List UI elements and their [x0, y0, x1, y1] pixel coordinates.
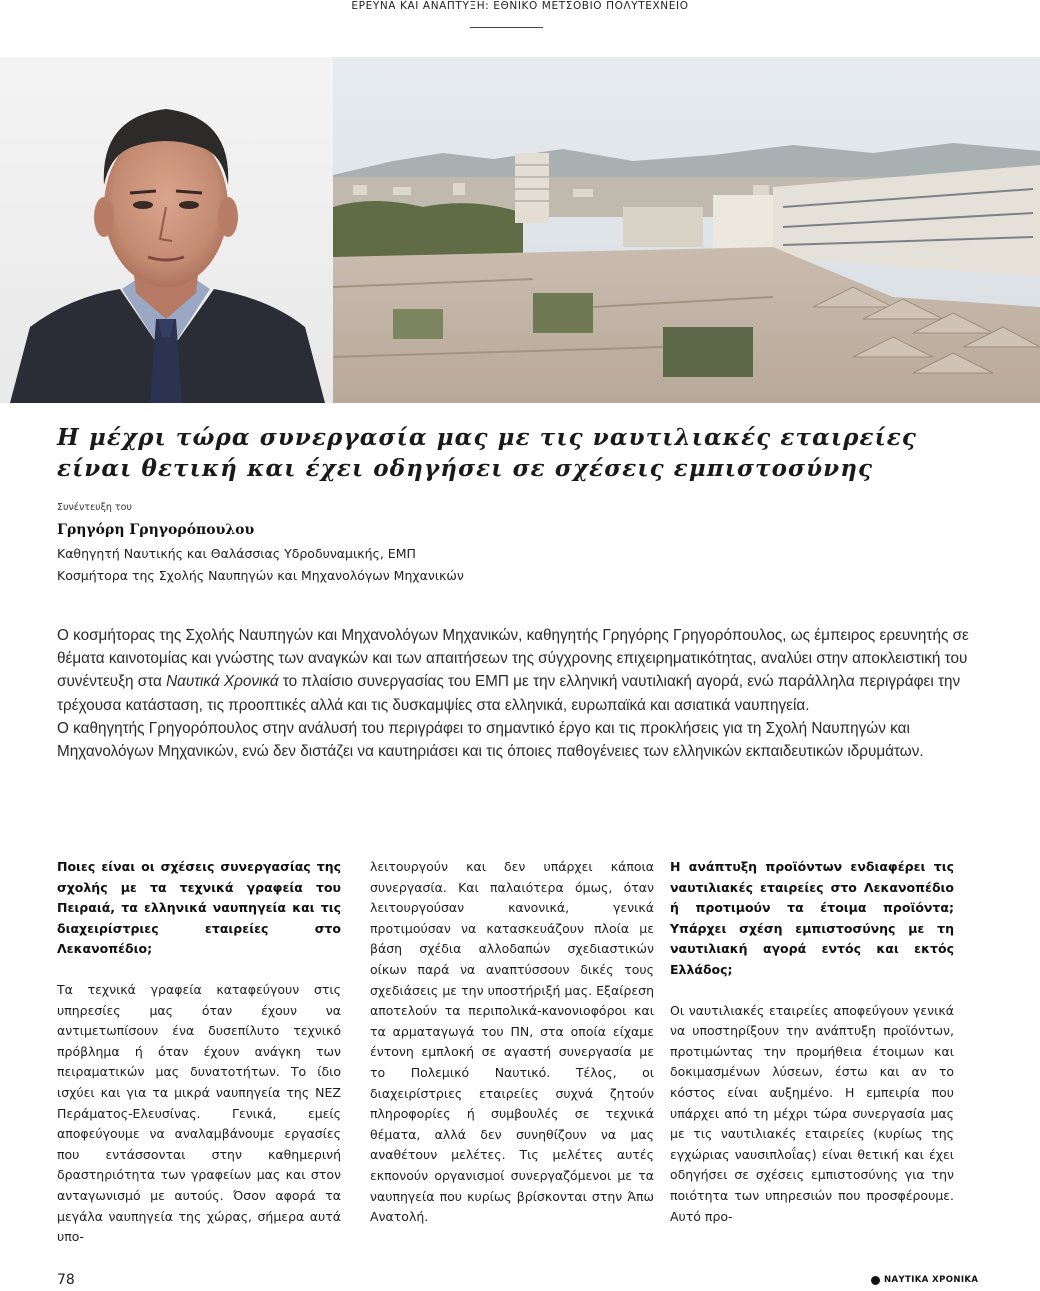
answer-1-part-2: λειτουργούν και δεν υπάρχει κάποια συνεργασία. Και παλαιότερα όμως, όταν λειτουργούσαν κανονικά, γενικά προτιμούσαν να κατασκευάζουν πλοία με βάση σχέδια αλλοδαπών σχεδιαστικών οίκων παρά να αναπτύσσουν δικές τους σχεδιάσεις με την υποστήριξή μας. Εξαίρεση αποτελούν τα περιπολικά-κανονιοφόροι και τα αρματαγωγά του ΠΝ, στα οποία είχαμε έντονη εμπλοκή σε αγαστή συνεργασία με το Πολεμικό Ναυτικό. Τέλος, οι διαχειρίστριες εταιρείες συχνά ζητούν πληροφορίες ή συμβουλές σε τεχνικά θέματα, αλλά δεν συνηθίζουν να μας αναθέτουν μελέτες. Τις μελέτες αυτές εκπονούν οργανισμοί συνεργαζόμενοι με τα ναυπηγεία που κυρίως βρίσκονται στην Άπω Ανατολή.	[370, 859, 654, 1225]
interviewee-name: Γρηγόρη Γρηγορόπουλου	[57, 522, 255, 538]
column-1	[57, 857, 341, 1248]
question-2: Η ανάπτυξη προϊόντων ενδιαφέρει τις ναυτιλιακές εταιρείες στο Λεκανοπέδιο ή προτιμούν τα έτοιμα προϊόντα; Υπάρχει σχέση εμπιστοσύνης με τη ναυτιλιακή αγορά εντός και εκτός Ελλάδος;	[670, 859, 954, 977]
magazine-name: Ναυτικά Χρονικά	[166, 673, 279, 691]
magazine-logo	[871, 1275, 978, 1285]
intro-paragraph-1	[57, 624, 987, 717]
headline-line-1: Η μέχρι τώρα συνεργασία μας με τις ναυτιλιακές εταιρείες	[57, 424, 917, 451]
campus-photo	[333, 57, 1040, 403]
headline-line-2: είναι θετική και έχει οδηγήσει σε σχέσεις εμπιστοσύνης	[57, 455, 874, 482]
portrait-photo	[0, 57, 333, 403]
article-headline	[57, 422, 997, 484]
logo-icon	[871, 1276, 880, 1285]
page-number: 78	[57, 1272, 75, 1288]
intro-paragraphs	[57, 624, 987, 763]
intro-text: το πλαίσιο συνεργασίας του ΕΜΠ με την ελληνική ναυτιλιακή αγορά, ενώ παράλληλα περιγράφει την τρέχουσα κατάσταση, τις προοπτικές αλλά και τις δυσκαμψίες στα ελληνικά, ευρωπαϊκά και ασιατικά ναυπηγεία.	[57, 673, 961, 714]
intro-paragraph-2: Ο καθηγητής Γρηγορόπουλος στην ανάλυσή του περιγράφει το σημαντικό έργο και τις προκλήσεις για τη Σχολή Ναυπηγών και Μηχανολόγων Μηχανικών, ενώ δεν διστάζει να καυτηριάσει και τις όποιες παθογένειες των ελληνικών εκπαιδευτικών ιδρυμάτων.	[57, 719, 924, 761]
question-1: Ποιες είναι οι σχέσεις συνεργασίας της σχολής με τα τεχνικά γραφεία του Πειραιά, τα ελληνικά ναυπηγεία και τις διαχειρίστριες εταιρείες στο Λεκανοπέδιο;	[57, 859, 341, 957]
interviewee-role-1: Καθηγητή Ναυτικής και Θαλάσσιας Υδροδυναμικής, ΕΜΠ	[57, 546, 416, 561]
intro-text: Ο κοσμήτορας της Σχολής Ναυπηγών και Μηχανολόγων Μηχανικών, καθηγητής Γρηγόρης Γρηγορόπουλος, ως έμπειρος ερευνητής σε θέματα καινοτομίας και γνώστης των αναγκών και των απαιτήσεων της σύγχρονης επιχειρηματικότητας, αναλύει στην αποκλειστική του συνέντευξη στα	[57, 627, 969, 691]
answer-1-part-1: Τα τεχνικά γραφεία καταφεύγουν στις υπηρεσίες μας όταν έχουν να αντιμετωπίσουν ένα δυσεπίλυτο τεχνικό πρόβλημα ή όταν έχουν ανάγκη των πειραματικών μας δυνατοτήτων. Το ίδιο ισχύει και για τα μικρά ναυπηγεία της ΝΕΖ Περάματος-Ελευσίνας. Γενικά, εμείς αποφεύγουμε να αναλαμβάνουμε εργασίες που εντάσσονται στην καθημερινή δραστηριότητα των γραφείων μας και στον ανταγωνισμό με αυτούς. Όσον αφορά τα μεγάλα ναυπηγεία της χώρας, σήμερα αυτά υπο-	[57, 981, 341, 1245]
byline-label: Συνέντευξη του	[57, 502, 132, 513]
logo-text: ΝΑΥΤΙΚΑ ΧΡΟΝΙΚΑ	[884, 1275, 979, 1285]
section-header: ΕΡΕΥΝΑ ΚΑΙ ΑΝΑΠΤΥΞΗ: ΕΘΝΙΚΟ ΜΕΤΣΟΒΙΟ ΠΟΛΥΤΕΧΝΕΙΟ	[351, 0, 689, 12]
header-divider	[470, 27, 543, 28]
column-2	[370, 857, 654, 1228]
answer-2: Οι ναυτιλιακές εταιρείες αποφεύγουν γενικά να υποστηρίξουν την ανάπτυξη προϊόντων, προτιμώντας την προμήθεια έτοιμων και δοκιμασμένων λύσεων, έστω και αν το κόστος είναι αυξημένο. Η εμπειρία που υπάρχει από τη μέχρι τώρα συνεργασία μας με τις ναυτιλιακές εταιρείες (κυρίως της εγχώριας ναυσιπλοΐας) είναι θετική και έχει οδηγήσει σε σχέσεις εμπιστοσύνης για την ποιότητα των υπηρεσιών που προσφέρουμε. Αυτό προ-	[670, 1002, 954, 1224]
interviewee-role-2: Κοσμήτορα της Σχολής Ναυπηγών και Μηχανολόγων Μηχανικών	[57, 568, 464, 583]
column-3	[670, 857, 954, 1227]
